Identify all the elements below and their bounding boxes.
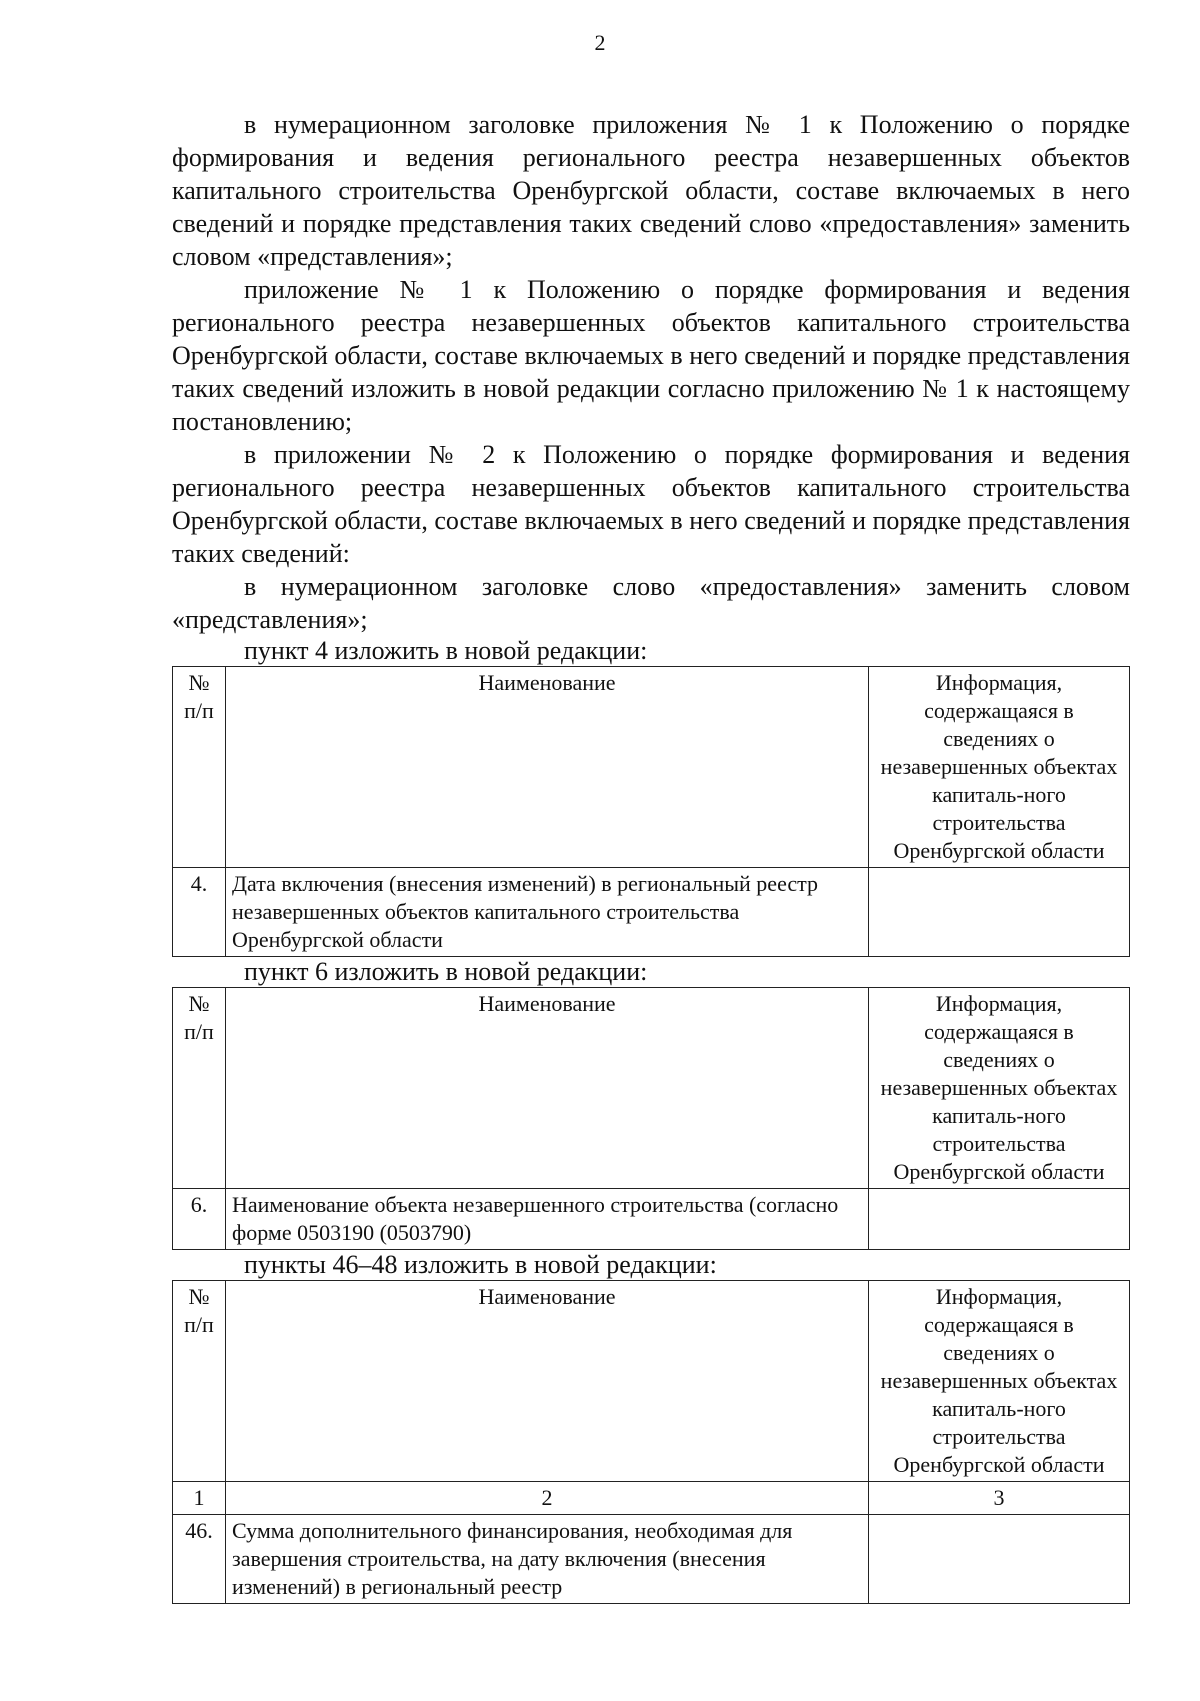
row-name: Дата включения (внесения изменений) в региональный реестр незавершенных объектов капитального строительства Оренбургской области xyxy=(226,868,869,957)
header-info: Информация, содержащаяся в сведениях о незавершенных объектах капиталь-ного строительства Оренбургской области xyxy=(869,667,1130,868)
table-row xyxy=(173,1515,1130,1604)
header-name: Наименование xyxy=(226,1281,869,1482)
row-num: 6. xyxy=(173,1189,226,1250)
header-info: Информация, содержащаяся в сведениях о незавершенных объектах капиталь-ного строительства Оренбургской области xyxy=(869,1281,1130,1482)
table-3 xyxy=(172,1280,1130,1604)
table-row xyxy=(173,1189,1130,1250)
table-1-caption: пункт 4 изложить в новой редакции: xyxy=(244,636,648,665)
row-name: Наименование объекта незавершенного строительства (согласно форме 0503190 (0503790) xyxy=(226,1189,869,1250)
row-info xyxy=(869,868,1130,957)
header-info: Информация, содержащаяся в сведениях о незавершенных объектах капиталь-ного строительства Оренбургской области xyxy=(869,988,1130,1189)
page-number: 2 xyxy=(594,30,606,55)
table-3-caption: пункты 46–48 изложить в новой редакции: xyxy=(244,1250,717,1279)
paragraph-2: приложение № 1 к Положению о порядке формирования и ведения регионального реестра незавершенных объектов капитального строительства Оренбургской области, составе включаемых в него сведений и порядке представления таких сведений изложить в новой редакции согласно приложению № 1 к настоящему постановлению; xyxy=(172,275,1130,436)
table-header-row xyxy=(173,988,1130,1189)
row-num: 46. xyxy=(173,1515,226,1604)
row-num: 4. xyxy=(173,868,226,957)
document-body xyxy=(172,108,1130,1604)
index-name: 2 xyxy=(226,1482,869,1515)
table-header-row xyxy=(173,1281,1130,1482)
table-2-caption: пункт 6 изложить в новой редакции: xyxy=(244,957,648,986)
paragraph-4: в нумерационном заголовке слово «предоставления» заменить словом «представления»; xyxy=(172,572,1130,634)
table-row xyxy=(173,868,1130,957)
index-info: 3 xyxy=(869,1482,1130,1515)
row-info xyxy=(869,1515,1130,1604)
row-info xyxy=(869,1189,1130,1250)
index-num: 1 xyxy=(173,1482,226,1515)
table-2 xyxy=(172,987,1130,1250)
header-name: Наименование xyxy=(226,667,869,868)
header-num: № п/п xyxy=(173,667,226,868)
header-num: № п/п xyxy=(173,1281,226,1482)
paragraph-1: в нумерационном заголовке приложения № 1 к Положению о порядке формирования и ведения регионального реестра незавершенных объектов капитального строительства Оренбургской области, составе включаемых в него сведений и порядке представления таких сведений слово «предоставления» заменить словом «представления»; xyxy=(172,110,1130,271)
header-num: № п/п xyxy=(173,988,226,1189)
table-1 xyxy=(172,666,1130,957)
header-name: Наименование xyxy=(226,988,869,1189)
row-name: Сумма дополнительного финансирования, необходимая для завершения строительства, на дату включения (внесения изменений) в региональный реестр xyxy=(226,1515,869,1604)
table-header-row xyxy=(173,667,1130,868)
paragraph-3: в приложении № 2 к Положению о порядке формирования и ведения регионального реестра незавершенных объектов капитального строительства Оренбургской области, составе включаемых в него сведений и порядке представления таких сведений: xyxy=(172,440,1130,568)
table-index-row xyxy=(173,1482,1130,1515)
